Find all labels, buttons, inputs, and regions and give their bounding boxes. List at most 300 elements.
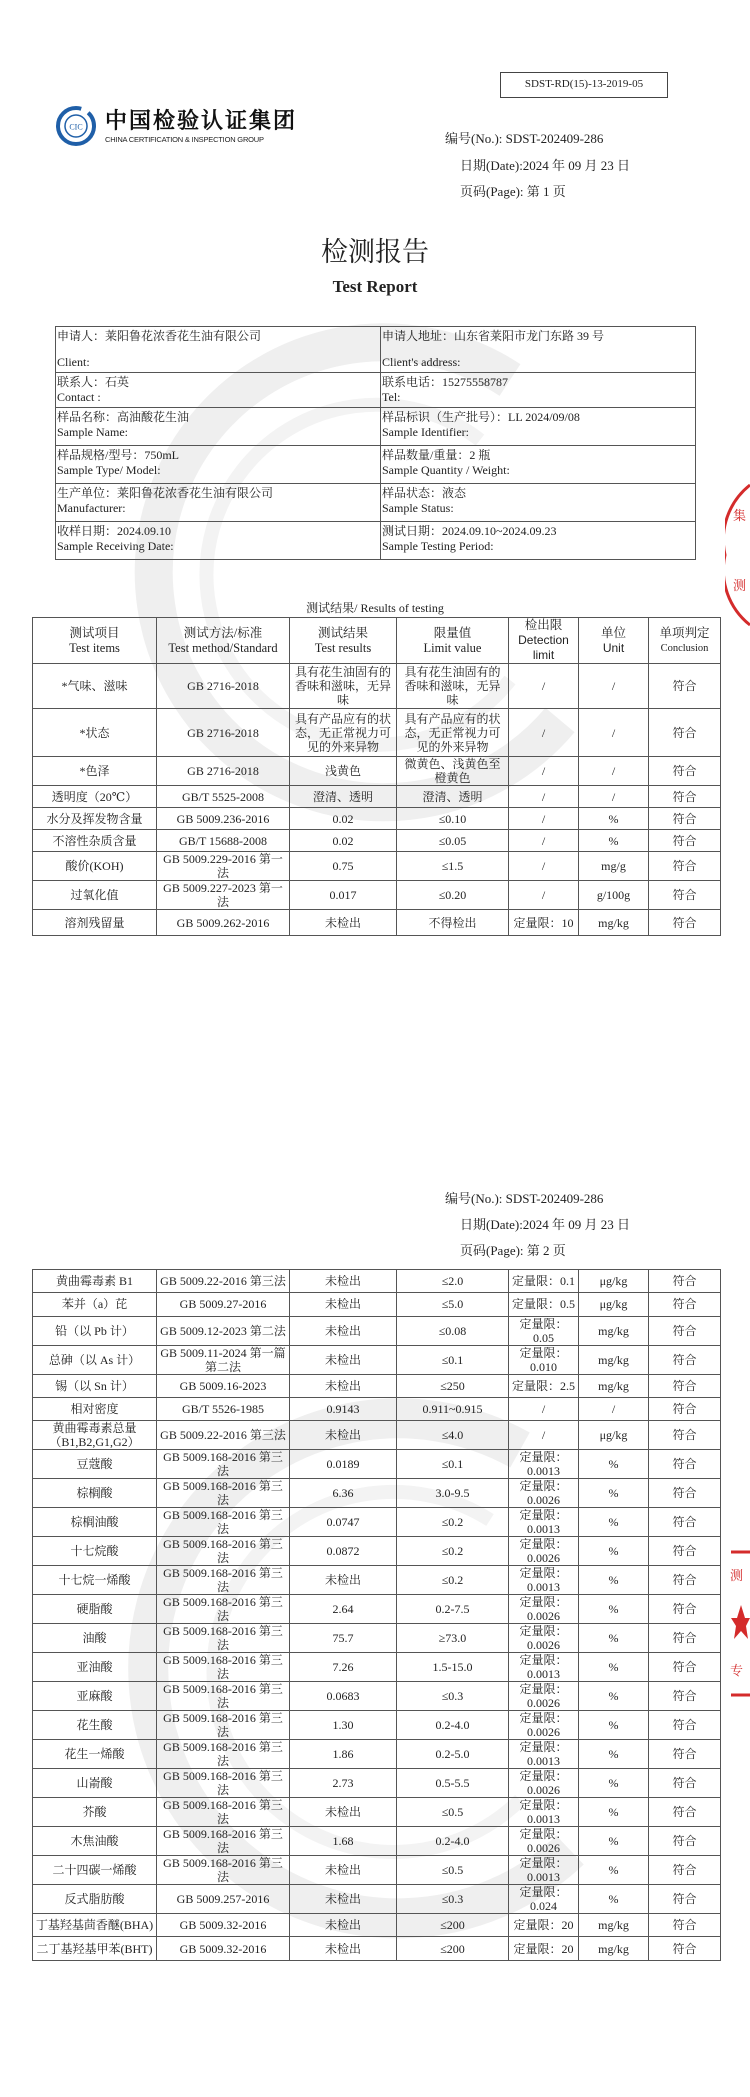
cell-result: 浅黄色 (290, 757, 397, 786)
cell-detection: 定量限：0.0026 (509, 1595, 579, 1624)
table-row (33, 808, 721, 830)
cell-item: 水分及挥发物含量 (33, 808, 157, 830)
cell-unit: mg/kg (579, 910, 649, 936)
cell-result: 未检出 (290, 1345, 397, 1374)
cell-item: 亚油酸 (33, 1653, 157, 1682)
cell-conclusion: 符合 (649, 1798, 721, 1827)
cell-unit: g/100g (579, 881, 649, 910)
cell-limit: ≤0.5 (397, 1856, 509, 1885)
cell-method: GB 5009.168-2016 第三法 (157, 1595, 290, 1624)
cell-result: 0.0747 (290, 1508, 397, 1537)
cell-unit: % (579, 1798, 649, 1827)
cell-method: GB 5009.27-2016 (157, 1293, 290, 1316)
table-row (33, 1566, 721, 1595)
cell-detection: / (509, 852, 579, 881)
svg-text:专: 专 (730, 1664, 744, 1679)
column-header-cn: 检出限 (524, 618, 563, 632)
cell-limit: 澄清、透明 (397, 786, 509, 808)
table-row (33, 1450, 721, 1479)
cell-limit: ≤0.2 (397, 1508, 509, 1537)
cell-limit: ≤2.0 (397, 1270, 509, 1293)
cell-unit: mg/kg (579, 1914, 649, 1937)
cell-item: 二十四碳一烯酸 (33, 1856, 157, 1885)
cell-conclusion: 符合 (649, 1566, 721, 1595)
cell-item: 不溶性杂质含量 (33, 830, 157, 852)
info-left-value: 样品名称：高油酸花生油 (57, 410, 190, 424)
cell-method: GB 5009.12-2023 第二法 (157, 1316, 290, 1345)
table-row (33, 1595, 721, 1624)
cell-item: 花生酸 (33, 1711, 157, 1740)
cell-method: GB 2716-2018 (157, 757, 290, 786)
cell-item: 油酸 (33, 1624, 157, 1653)
cell-unit: % (579, 1711, 649, 1740)
cell-conclusion: 符合 (649, 1769, 721, 1798)
info-cell-left (56, 408, 381, 446)
column-header-en: Test results (314, 640, 372, 655)
table-row (33, 1885, 721, 1914)
cell-limit: ≤1.5 (397, 852, 509, 881)
column-header-cn: 单项判定 (659, 625, 710, 640)
table-row (33, 852, 721, 881)
table-row (33, 1740, 721, 1769)
cell-limit: ≤0.3 (397, 1682, 509, 1711)
cell-item: 锡（以 Sn 计） (33, 1374, 157, 1397)
cell-item: 酸价(KOH) (33, 852, 157, 881)
cell-item: 溶剂残留量 (33, 910, 157, 936)
report-date-p2: 日期(Date):2024 年 09 月 23 日 (460, 1217, 631, 1232)
info-row (56, 484, 696, 522)
cell-method: GB 5009.168-2016 第三法 (157, 1508, 290, 1537)
cell-method: GB 5009.22-2016 第三法 (157, 1270, 290, 1293)
logo-mark-text: CIC (69, 122, 83, 132)
cell-unit: mg/kg (579, 1937, 649, 1960)
info-row (56, 522, 696, 560)
cell-detection: 定量限：0.05 (509, 1316, 579, 1345)
cell-conclusion: 符合 (649, 1508, 721, 1537)
table-row (33, 709, 721, 757)
table-row (33, 1769, 721, 1798)
cell-limit: 0.2-4.0 (397, 1711, 509, 1740)
cell-unit: % (579, 808, 649, 830)
cell-unit: % (579, 830, 649, 852)
info-right-value: 联系电话：15275558787 (382, 375, 509, 389)
cell-method: GB 5009.168-2016 第三法 (157, 1711, 290, 1740)
cell-limit: ≤0.3 (397, 1885, 509, 1914)
column-header-cn: 测试项目 (69, 625, 120, 640)
cell-detection: 定量限：0.0026 (509, 1682, 579, 1711)
report-title-cn: 检测报告 (321, 237, 429, 268)
info-left-label: Sample Name: (57, 425, 128, 439)
column-header-en: Test method/Standard (168, 640, 278, 655)
cell-item: 木焦油酸 (33, 1827, 157, 1856)
table-row (33, 1270, 721, 1293)
cell-detection: 定量限：0.0026 (509, 1624, 579, 1653)
cell-result: 未检出 (290, 1937, 397, 1960)
cell-result: 2.64 (290, 1595, 397, 1624)
cell-limit: ≤200 (397, 1914, 509, 1937)
info-left-value: 申请人：莱阳鲁花浓香花生油有限公司 (57, 329, 262, 343)
cell-limit: 1.5-15.0 (397, 1653, 509, 1682)
column-header (579, 618, 649, 664)
cell-limit: ≤200 (397, 1937, 509, 1960)
report-number-p2: 编号(No.): SDST-202409-286 (445, 1191, 604, 1206)
cell-conclusion: 符合 (649, 786, 721, 808)
cell-conclusion: 符合 (649, 1595, 721, 1624)
table-row (33, 1479, 721, 1508)
cell-limit: ≤0.2 (397, 1566, 509, 1595)
info-right-value: 申请人地址：山东省莱阳市龙门东路 39 号 (382, 329, 605, 343)
info-right-label: Sample Testing Period: (382, 539, 494, 553)
cell-unit: mg/kg (579, 1345, 649, 1374)
cell-result: 0.02 (290, 830, 397, 852)
table-row (33, 1653, 721, 1682)
cell-item: 苯并（a）芘 (33, 1293, 157, 1316)
cell-unit: % (579, 1508, 649, 1537)
cell-limit: ≤5.0 (397, 1293, 509, 1316)
info-cell-right (381, 408, 696, 446)
info-right-value: 样品标识（生产批号）：LL 2024/09/08 (382, 410, 580, 424)
table-row (33, 1508, 721, 1537)
cell-limit: ≤4.0 (397, 1421, 509, 1450)
cell-result: 7.26 (290, 1653, 397, 1682)
cell-item: 花生一烯酸 (33, 1740, 157, 1769)
info-right-value: 测试日期：2024.09.10~2024.09.23 (382, 524, 557, 538)
cell-limit: 0.911~0.915 (397, 1397, 509, 1420)
info-left-value: 生产单位：莱阳鲁花浓香花生油有限公司 (57, 486, 274, 500)
cell-method: GB 2716-2018 (157, 664, 290, 709)
cell-result: 2.73 (290, 1769, 397, 1798)
table-row (33, 1374, 721, 1397)
cell-limit: ≤0.1 (397, 1450, 509, 1479)
table-row (33, 1345, 721, 1374)
cell-conclusion: 符合 (649, 1316, 721, 1345)
cell-result: 1.68 (290, 1827, 397, 1856)
info-row (56, 408, 696, 446)
cell-method: GB 5009.227-2023 第一法 (157, 881, 290, 910)
table-row (33, 1316, 721, 1345)
cell-detection: 定量限：0.0026 (509, 1827, 579, 1856)
info-left-label: Contact : (57, 390, 101, 404)
table-row (33, 1856, 721, 1885)
cell-detection: / (509, 786, 579, 808)
cell-method: GB 5009.168-2016 第三法 (157, 1653, 290, 1682)
cell-unit: % (579, 1856, 649, 1885)
cell-method: GB 5009.22-2016 第三法 (157, 1421, 290, 1450)
cell-limit: ≤0.20 (397, 881, 509, 910)
cell-limit: ≤0.1 (397, 1345, 509, 1374)
info-left-value: 样品规格/型号：750mL (57, 448, 179, 462)
cell-conclusion: 符合 (649, 852, 721, 881)
info-row (56, 373, 696, 408)
cell-item: 丁基羟基茴香醚(BHA) (33, 1914, 157, 1937)
column-header (509, 618, 579, 664)
cell-unit: / (579, 664, 649, 709)
column-header-en: Limit value (423, 640, 482, 655)
cell-unit: μg/kg (579, 1421, 649, 1450)
cell-result: 未检出 (290, 1566, 397, 1595)
cell-conclusion: 符合 (649, 1937, 721, 1960)
cell-detection: / (509, 1397, 579, 1420)
cell-result: 未检出 (290, 1885, 397, 1914)
cell-limit: 微黄色、浅黄色至橙黄色 (397, 757, 509, 786)
cell-method: GB 5009.168-2016 第三法 (157, 1566, 290, 1595)
info-left-label: Client: (57, 355, 90, 369)
column-header-en: Conclusion (660, 642, 709, 654)
column-header-en: Unit (602, 640, 625, 655)
info-cell-left (56, 522, 381, 560)
cell-conclusion: 符合 (649, 709, 721, 757)
cell-method: GB 5009.11-2024 第一篇第二法 (157, 1345, 290, 1374)
cell-result: 未检出 (290, 1293, 397, 1316)
cell-limit: 0.2-7.5 (397, 1595, 509, 1624)
cell-conclusion: 符合 (649, 757, 721, 786)
cell-result: 0.017 (290, 881, 397, 910)
cell-conclusion: 符合 (649, 1421, 721, 1450)
cell-detection: 定量限：0.0013 (509, 1653, 579, 1682)
cell-method: GB 5009.168-2016 第三法 (157, 1769, 290, 1798)
cell-conclusion: 符合 (649, 1827, 721, 1856)
info-cell-right (381, 522, 696, 560)
cell-method: GB 5009.168-2016 第三法 (157, 1740, 290, 1769)
column-header (290, 618, 397, 664)
report-page-p2: 页码(Page): 第 2 页 (460, 1243, 566, 1258)
cell-conclusion: 符合 (649, 1856, 721, 1885)
info-right-label: Client's address: (382, 355, 461, 369)
cell-detection: 定量限：0.0026 (509, 1479, 579, 1508)
cell-detection: / (509, 757, 579, 786)
table-row (33, 1937, 721, 1960)
cell-detection: 定量限：0.0026 (509, 1769, 579, 1798)
column-header-cn: 限量值 (433, 625, 472, 640)
cell-detection: / (509, 1421, 579, 1450)
cell-unit: / (579, 1397, 649, 1420)
cell-unit: % (579, 1595, 649, 1624)
report-title-en: Test Report (332, 277, 418, 296)
report-page: 页码(Page): 第 1 页 (460, 184, 566, 199)
cell-limit: ≤0.08 (397, 1316, 509, 1345)
cell-unit: % (579, 1450, 649, 1479)
results-table-page1 (32, 617, 721, 936)
column-header-en: Test items (69, 640, 120, 655)
cell-unit: % (579, 1624, 649, 1653)
cell-detection: 定量限：0.0013 (509, 1856, 579, 1885)
cell-detection: 定量限：10 (509, 910, 579, 936)
info-cell-left (56, 327, 381, 373)
cell-unit: % (579, 1682, 649, 1711)
cell-limit: 具有花生油固有的香味和滋味，无异味 (397, 664, 509, 709)
cell-item: 十七烷一烯酸 (33, 1566, 157, 1595)
info-left-value: 收样日期：2024.09.10 (57, 524, 172, 538)
cell-detection: / (509, 830, 579, 852)
cell-method: GB 5009.168-2016 第三法 (157, 1479, 290, 1508)
cell-method: GB 5009.168-2016 第三法 (157, 1827, 290, 1856)
cell-item: 黄曲霉毒素总量（B1,B2,G1,G2） (33, 1421, 157, 1450)
cell-limit: 不得检出 (397, 910, 509, 936)
cell-method: GB 5009.16-2023 (157, 1374, 290, 1397)
cell-result: 未检出 (290, 1316, 397, 1345)
info-right-value: 样品数量/重量：2 瓶 (382, 448, 491, 462)
cell-item: 二丁基羟基甲苯(BHT) (33, 1937, 157, 1960)
logo-name-en: CHINA CERTIFICATION & INSPECTION GROUP (105, 134, 264, 144)
cell-conclusion: 符合 (649, 1914, 721, 1937)
cell-unit: % (579, 1653, 649, 1682)
svg-text:测: 测 (730, 1569, 744, 1584)
table-row (33, 1537, 721, 1566)
table-row (33, 1397, 721, 1420)
info-left-label: Manufacturer: (57, 501, 126, 515)
cell-conclusion: 符合 (649, 1270, 721, 1293)
cell-item: *气味、滋味 (33, 664, 157, 709)
cell-unit: mg/kg (579, 1316, 649, 1345)
cell-limit: ≤0.10 (397, 808, 509, 830)
cell-item: 棕榈酸 (33, 1479, 157, 1508)
cell-result: 未检出 (290, 1421, 397, 1450)
cell-result: 未检出 (290, 1914, 397, 1937)
table-row (33, 1682, 721, 1711)
cell-method: GB 5009.168-2016 第三法 (157, 1450, 290, 1479)
table-row (33, 881, 721, 910)
cell-method: GB 5009.236-2016 (157, 808, 290, 830)
cell-detection: / (509, 808, 579, 830)
info-cell-right (381, 446, 696, 484)
cic-logo-icon (55, 105, 97, 147)
cell-unit: μg/kg (579, 1270, 649, 1293)
cell-method: GB 5009.262-2016 (157, 910, 290, 936)
cell-item: 过氧化值 (33, 881, 157, 910)
form-code: SDST-RD(15)-13-2019-05 (500, 72, 668, 98)
cell-conclusion: 符合 (649, 881, 721, 910)
cell-result: 0.0189 (290, 1450, 397, 1479)
cell-method: GB 5009.257-2016 (157, 1885, 290, 1914)
cell-detection: 定量限：0.024 (509, 1885, 579, 1914)
cell-conclusion: 符合 (649, 910, 721, 936)
cell-detection: 定量限：0.0013 (509, 1508, 579, 1537)
cell-result: 0.02 (290, 808, 397, 830)
cell-unit: % (579, 1740, 649, 1769)
cell-item: *状态 (33, 709, 157, 757)
cell-limit: ≤0.2 (397, 1537, 509, 1566)
cell-result: 未检出 (290, 1374, 397, 1397)
cell-result: 0.9143 (290, 1397, 397, 1420)
cell-detection: 定量限：2.5 (509, 1374, 579, 1397)
info-cell-right (381, 484, 696, 522)
cell-detection: 定量限：0.0026 (509, 1537, 579, 1566)
cell-detection: 定量限：0.0013 (509, 1450, 579, 1479)
info-cell-left (56, 373, 381, 408)
special-seal-stamp-page2 (727, 1550, 750, 1700)
cell-result: 1.30 (290, 1711, 397, 1740)
cell-result: 未检出 (290, 910, 397, 936)
cell-conclusion: 符合 (649, 1682, 721, 1711)
cell-conclusion: 符合 (649, 1711, 721, 1740)
info-right-label: Tel: (382, 390, 401, 404)
cell-detection: 定量限：0.010 (509, 1345, 579, 1374)
cell-method: GB 2716-2018 (157, 709, 290, 757)
cell-method: GB 5009.168-2016 第三法 (157, 1798, 290, 1827)
cell-result: 1.86 (290, 1740, 397, 1769)
table-row (33, 1293, 721, 1316)
cell-item: 总砷（以 As 计） (33, 1345, 157, 1374)
cell-conclusion: 符合 (649, 1885, 721, 1914)
column-header-cn: 测试结果 (317, 625, 368, 640)
column-header (649, 618, 721, 664)
cell-detection: 定量限：0.5 (509, 1293, 579, 1316)
svg-text:集: 集 (733, 509, 747, 524)
cell-detection: 定量限：0.0026 (509, 1711, 579, 1740)
cell-result: 0.75 (290, 852, 397, 881)
cell-unit: / (579, 757, 649, 786)
cell-unit: % (579, 1537, 649, 1566)
cell-unit: mg/kg (579, 1374, 649, 1397)
cell-result: 未检出 (290, 1798, 397, 1827)
results-header-row (33, 618, 721, 664)
cell-method: GB 5009.32-2016 (157, 1914, 290, 1937)
cell-detection: / (509, 709, 579, 757)
info-cell-left (56, 484, 381, 522)
info-cell-right (381, 327, 696, 373)
cell-conclusion: 符合 (649, 1740, 721, 1769)
info-right-label: Sample Quantity / Weight: (382, 463, 510, 477)
cell-detection: / (509, 664, 579, 709)
cell-method: GB/T 15688-2008 (157, 830, 290, 852)
cell-limit: ≤0.5 (397, 1798, 509, 1827)
table-row (33, 1914, 721, 1937)
cell-method: GB 5009.229-2016 第一法 (157, 852, 290, 881)
cell-detection: 定量限：0.0013 (509, 1740, 579, 1769)
cell-detection: 定量限：0.0013 (509, 1798, 579, 1827)
cic-logo (55, 104, 297, 148)
table-row (33, 830, 721, 852)
cell-conclusion: 符合 (649, 1345, 721, 1374)
info-cell-right (381, 373, 696, 408)
cell-method: GB 5009.32-2016 (157, 1937, 290, 1960)
cell-conclusion: 符合 (649, 1537, 721, 1566)
cell-item: 透明度（20℃） (33, 786, 157, 808)
cell-item: 相对密度 (33, 1397, 157, 1420)
cell-conclusion: 符合 (649, 1479, 721, 1508)
cell-detection: 定量限：0.1 (509, 1270, 579, 1293)
table-row (33, 1711, 721, 1740)
info-cell-left (56, 446, 381, 484)
cell-conclusion: 符合 (649, 1293, 721, 1316)
sample-info-table (55, 326, 696, 560)
info-left-label: Sample Receiving Date: (57, 539, 174, 553)
cell-conclusion: 符合 (649, 1653, 721, 1682)
info-right-label: Sample Status: (382, 501, 454, 515)
table-row (33, 664, 721, 709)
cell-limit: 0.2-5.0 (397, 1740, 509, 1769)
cell-result: 0.0872 (290, 1537, 397, 1566)
cell-item: 棕榈油酸 (33, 1508, 157, 1537)
cell-result: 6.36 (290, 1479, 397, 1508)
cell-conclusion: 符合 (649, 808, 721, 830)
svg-text:测: 测 (733, 579, 747, 594)
results-table-page2 (32, 1269, 721, 1961)
column-header-cn: 测试方法/标准 (183, 625, 263, 640)
cell-conclusion: 符合 (649, 830, 721, 852)
info-row (56, 327, 696, 373)
cell-item: 芥酸 (33, 1798, 157, 1827)
cell-method: GB/T 5526-1985 (157, 1397, 290, 1420)
cell-item: 十七烷酸 (33, 1537, 157, 1566)
logo-name-cn: 中国检验认证集团 (105, 108, 298, 134)
cell-limit: 具有产品应有的状态，无正常视力可见的外来异物 (397, 709, 509, 757)
cell-result: 未检出 (290, 1270, 397, 1293)
cell-unit: % (579, 1885, 649, 1914)
cell-limit: ≥73.0 (397, 1624, 509, 1653)
info-right-value: 样品状态：液态 (382, 486, 467, 500)
cell-detection: 定量限：20 (509, 1914, 579, 1937)
